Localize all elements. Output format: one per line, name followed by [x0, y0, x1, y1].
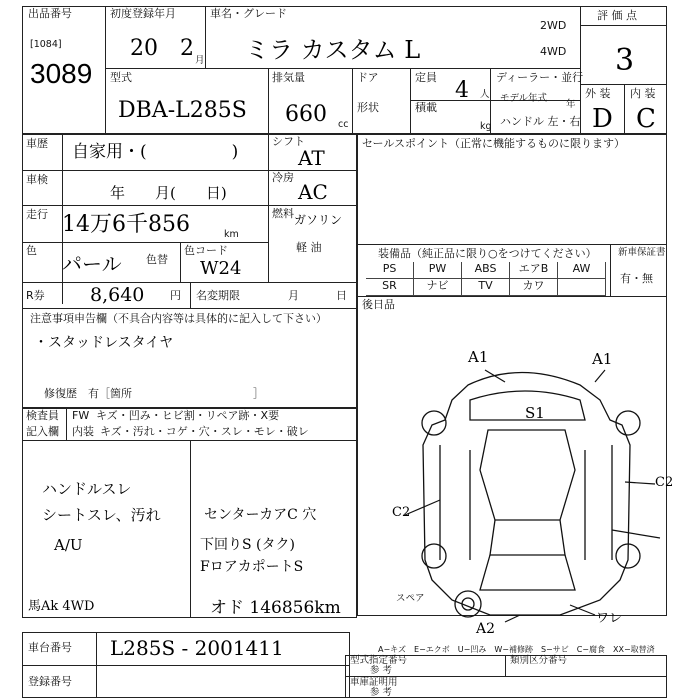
exterior-label: 外 装 — [585, 87, 611, 100]
lot-number: 3089 — [30, 58, 93, 89]
color-value: パール — [62, 252, 122, 276]
cert-label: 車庫証明用 — [350, 677, 398, 688]
mark-a2: A2 — [476, 621, 496, 637]
color-code-value: W24 — [200, 258, 242, 279]
load-label: 積載 — [415, 101, 437, 114]
mileage-value: 14万6千856 — [62, 212, 190, 237]
right-note-3: FロアカポートS — [200, 559, 304, 575]
lot-small: [1084] — [30, 39, 62, 50]
chassis-value: L285S - 2001411 — [110, 636, 284, 660]
type-label: 型式 — [110, 71, 132, 84]
color-change-label: 色替 — [146, 253, 168, 266]
fw-items: キズ・凹み・ヒビ割・リペア跡・X要 — [96, 409, 280, 422]
mileage-label: 走行 — [26, 208, 48, 221]
equipment-label: 装備品（純正品に限り○をつけてください） — [378, 247, 597, 260]
category-label: 類別区分番号 — [510, 655, 568, 666]
fuel-diesel: 軽 油 — [296, 241, 322, 254]
lot-label: 出品番号 — [28, 7, 72, 20]
mark-c2-right: C2 — [655, 475, 674, 490]
mark-crack: ワレ — [596, 611, 623, 626]
handwritten-note-2: シートスレ、汚れ — [42, 506, 161, 524]
shape-label: 形状 — [357, 101, 379, 114]
grade-label: 評 価 点 — [597, 9, 637, 22]
inspector-label-1: 検査員 — [26, 409, 59, 422]
color-code-label: 色コード — [184, 244, 228, 257]
mark-s1: S1 — [525, 404, 545, 422]
shift-value: AT — [298, 146, 325, 170]
model-label: 車名・グレード — [210, 7, 287, 20]
equipment-item: ABS — [462, 262, 510, 279]
fw-label: FW — [72, 409, 90, 422]
ref-label-2: 参 考 — [370, 687, 393, 698]
color-label: 色 — [26, 244, 37, 257]
equipment-item: ナビ — [414, 279, 462, 296]
equipment-item: PW — [414, 262, 462, 279]
term-day: 日 — [336, 289, 347, 302]
year-unit: 年 — [566, 99, 576, 110]
fuel-label: 燃料 — [272, 207, 294, 220]
term-month: 月 — [288, 289, 299, 302]
reg-month: 2 — [180, 36, 194, 61]
warranty-label: 新車保証書 — [618, 247, 666, 258]
notes-value: ・スタッドレスタイヤ — [34, 335, 174, 351]
repair-label: 修復歴 有［箇所 ］ — [44, 387, 264, 400]
handwritten-note-3: A/U — [54, 536, 83, 554]
reg-number-label: 登録番号 — [28, 675, 72, 688]
displacement-label: 排気量 — [272, 71, 305, 84]
mark-a1-right: A1 — [592, 350, 613, 368]
reg-date-label: 初度登録年月 — [110, 7, 176, 20]
drive-2wd: 2WD — [540, 19, 567, 32]
month-unit: 月 — [195, 55, 205, 66]
equipment-item: AW — [558, 262, 606, 279]
history-value: 自家用・( ) — [72, 142, 239, 162]
ac-label: 冷房 — [272, 171, 294, 184]
recycle-value: 8,640 — [90, 284, 145, 306]
equipment-item: エアB — [510, 262, 558, 279]
ref-label-1: 参 考 — [370, 665, 393, 676]
reg-year: 20 — [130, 36, 158, 61]
interior-grade: C — [636, 104, 656, 134]
right-note-1: センターカアC 穴 — [204, 507, 317, 523]
warranty-value: 有・無 — [620, 272, 653, 285]
dealer-label: ディーラー・並行 — [496, 71, 584, 84]
equipment-item: カワ — [510, 279, 558, 296]
mark-c2-left: C2 — [392, 505, 411, 520]
recycle-label: R券 — [26, 289, 45, 302]
doors-value: 4 — [455, 78, 469, 103]
model-value: ミラ カスタム L — [245, 36, 421, 64]
doors-label: ドア — [357, 71, 379, 84]
bottom-left-note: 馬Ak 4WD — [28, 599, 95, 614]
fuel-gas: ガソリン — [294, 213, 343, 227]
capacity-label: 定員 — [415, 71, 437, 84]
history-label: 車歴 — [26, 137, 48, 150]
term-label: 名変期限 — [196, 289, 240, 302]
displacement-value: 660 — [285, 102, 327, 127]
type-value: DBA-L285S — [118, 98, 247, 123]
handle-label: ハンドル 左・右 — [500, 115, 581, 128]
spare-label: スペア — [396, 593, 425, 604]
equipment-item: TV — [462, 279, 510, 296]
grade-value: 3 — [615, 43, 635, 78]
in-label: 内装 — [72, 425, 94, 438]
notes-label: 注意事項申告欄（不具合内容等は具体的に記入して下さい） — [30, 312, 327, 325]
chassis-label: 車台番号 — [28, 641, 72, 654]
ac-value: AC — [298, 180, 328, 204]
inspection-label: 車検 — [26, 173, 48, 186]
equipment-item: SR — [366, 279, 414, 296]
sales-point-label: セールスポイント（正常に機能するものに限ります） — [362, 137, 626, 150]
inspection-value: 年 月( 日) — [110, 184, 227, 202]
damage-legend: A−キズ E−エクボ U−凹み W−補修跡 S−サビ C−腐食 XX−取替済 — [378, 645, 655, 654]
model-year-label: モデル年式 — [500, 93, 548, 104]
equipment-item: PS — [366, 262, 414, 279]
in-items: キズ・汚れ・コゲ・穴・スレ・モレ・破レ — [100, 425, 309, 438]
inspector-label-2: 記入欄 — [26, 425, 59, 438]
shift-label: シフト — [272, 135, 305, 148]
capacity-unit: 人 — [480, 89, 490, 100]
type-cert-label: 型式指定番号 — [350, 655, 408, 666]
load-unit: kg — [480, 121, 492, 132]
displacement-unit: cc — [338, 119, 349, 130]
right-note-2: 下回りS (タク) — [200, 537, 295, 553]
exterior-grade: D — [592, 104, 613, 134]
odometer-note: オド 146856km — [210, 598, 341, 618]
rear-seat-label: 後日品 — [362, 298, 395, 311]
mileage-unit: km — [224, 229, 239, 240]
mark-a1-left: A1 — [468, 348, 489, 366]
recycle-unit: 円 — [170, 289, 181, 302]
interior-label: 内 装 — [630, 87, 656, 100]
drive-4wd: 4WD — [540, 45, 567, 58]
handwritten-note-1: ハンドルスレ — [42, 480, 132, 498]
